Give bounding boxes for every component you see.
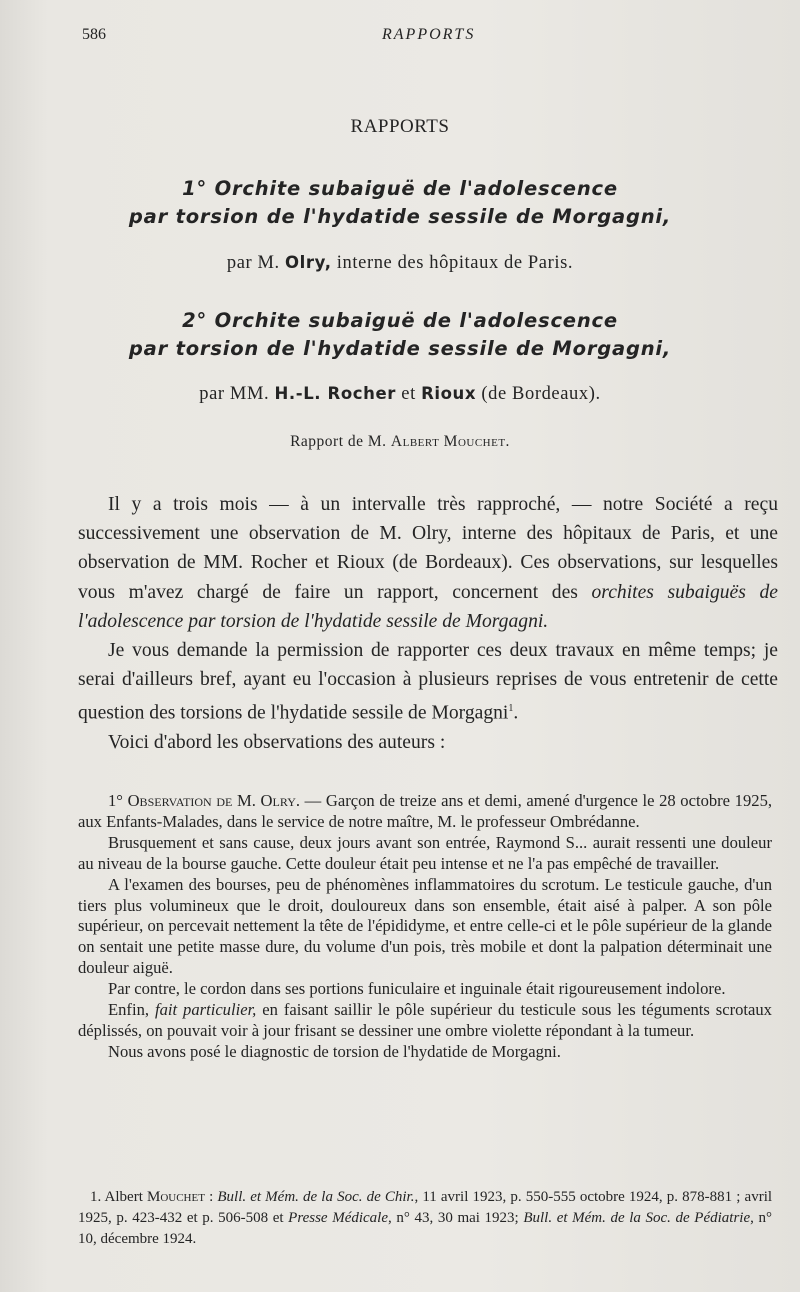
title-1-line-1: 1° Orchite subaiguë de l'adolescence <box>182 177 618 200</box>
observation-label: Observation de <box>127 791 233 810</box>
byline-2-author-2: Rioux <box>421 384 477 403</box>
report-author: Albert Mouchet. <box>390 433 510 450</box>
report-title-1 <box>0 175 800 231</box>
observation-paragraph-2: Brusquement et sans cause, deux jours avant son entrée, Raymond S... aurait ressenti une douleur au niveau de la bourse gauche. Cette douleur était peu intense et ne l'a pas empêché de travailler. <box>78 832 772 873</box>
observation-paragraph-5: Enfin, fait particulier, en faisant saillir le pôle supérieur du testicule sous les téguments scrotaux déplissés, on pouvait voir à jour frisant se dessiner une ombre violette répondant à la tumeur. <box>78 1000 772 1040</box>
title-1-line-2: par torsion de l'hydatide sessile de Morgagni, <box>128 205 672 228</box>
byline-1-suffix: interne des hôpitaux de Paris. <box>336 253 574 273</box>
title-2-line-2: par torsion de l'hydatide sessile de Morgagni, <box>128 337 672 360</box>
byline-2-suffix: (de Bordeaux). <box>481 384 601 404</box>
intro-text <box>78 490 778 757</box>
footnote-ref: 1 <box>508 703 514 715</box>
title-2-line-1: 2° Orchite subaiguë de l'adolescence <box>182 309 618 332</box>
intro-emphasis: orchites subaiguës de l'adolescence par torsion de l'hydatide sessile de Morgagni. <box>78 581 778 632</box>
byline-2-author-1: H.-L. Rocher <box>274 384 397 403</box>
footnote-1: 1. Albert Mouchet : Bull. et Mém. de la Soc. de Chir., 11 avril 1923, p. 550-555 octobre 1924, p. 878-881 ; avril 1925, p. 423-432 et p. 506-508 et Presse Médicale, n° 43, 30 mai 1923; Bull. et Mém. de la Soc. de Pédiatrie, n° 10, décembre 1924. <box>78 1189 773 1247</box>
intro-paragraph-2: Je vous demande la permission de rapporter ces deux travaux en même temps; je serai d'ailleurs bref, ayant eu l'occasion à plusieurs reprises de vous entretenir de cette question des torsions de l'hydatide sessile de Morgagni$^1$. <box>78 640 778 724</box>
running-head: RAPPORTS <box>382 26 476 43</box>
observation-paragraph-6: Nous avons posé le diagnostic de torsion de l'hydatide de Morgagni. <box>108 1041 561 1061</box>
byline-2-prefix: par MM. <box>199 384 270 404</box>
observation-1 <box>78 791 772 1063</box>
observation-paragraph-1: 1° Observation de M. Olry. — Garçon de treize ans et demi, amené d'urgence le 28 octobre 1925, aux Enfants-Malades, dans le service de notre maître, M. le professeur Ombrédanne. <box>78 791 773 831</box>
section-title: RAPPORTS <box>350 116 450 137</box>
observation-paragraph-4: Par contre, le cordon dans ses portions funiculaire et inguinale était rigoureusement indolore. <box>108 979 726 999</box>
report-title-2 <box>0 307 800 363</box>
observation-paragraph-3: A l'examen des bourses, peu de phénomènes inflammatoires du scrotum. Le testicule gauche, d'un tiers plus volumineux que le droit, douloureux dans son ensemble, était aisé à palper. A son pôle supérieur, on percevait nettement la tête de l'épididyme, et entre celle-ci et le pôle supérieur de la glande on sentait une petite masse dure, du volume d'un pois, très mobile et dont la palpation déterminait une douleur aiguë. <box>78 874 772 978</box>
byline-2-and: et <box>401 384 416 404</box>
byline-1-prefix: par M. <box>226 253 280 273</box>
byline-1-author: Olry, <box>285 253 332 272</box>
report-attribution: Rapport de M. Albert Mouchet. <box>290 433 510 450</box>
intro-paragraph-3: Voici d'abord les observations des auteurs : <box>108 732 446 754</box>
page-number: 586 <box>82 26 106 43</box>
footnote <box>78 1187 772 1250</box>
byline-2 <box>0 381 800 407</box>
observation-author: Olry. <box>260 791 301 810</box>
page-header <box>82 26 800 52</box>
intro-paragraph-1: Il y a trois mois — à un intervalle très rapproché, — notre Société a reçu successivement une observation de M. Olry, interne des hôpitaux de Paris, et une observation de MM. Rocher et Rioux (de Bordeaux). Ces observations, sur lesquelles vous m'avez chargé de faire un rapport, concernent des orchites subaiguës de l'adolescence par torsion de l'hydatide sessile de Morgagni. <box>78 494 778 632</box>
byline-1 <box>0 250 800 276</box>
